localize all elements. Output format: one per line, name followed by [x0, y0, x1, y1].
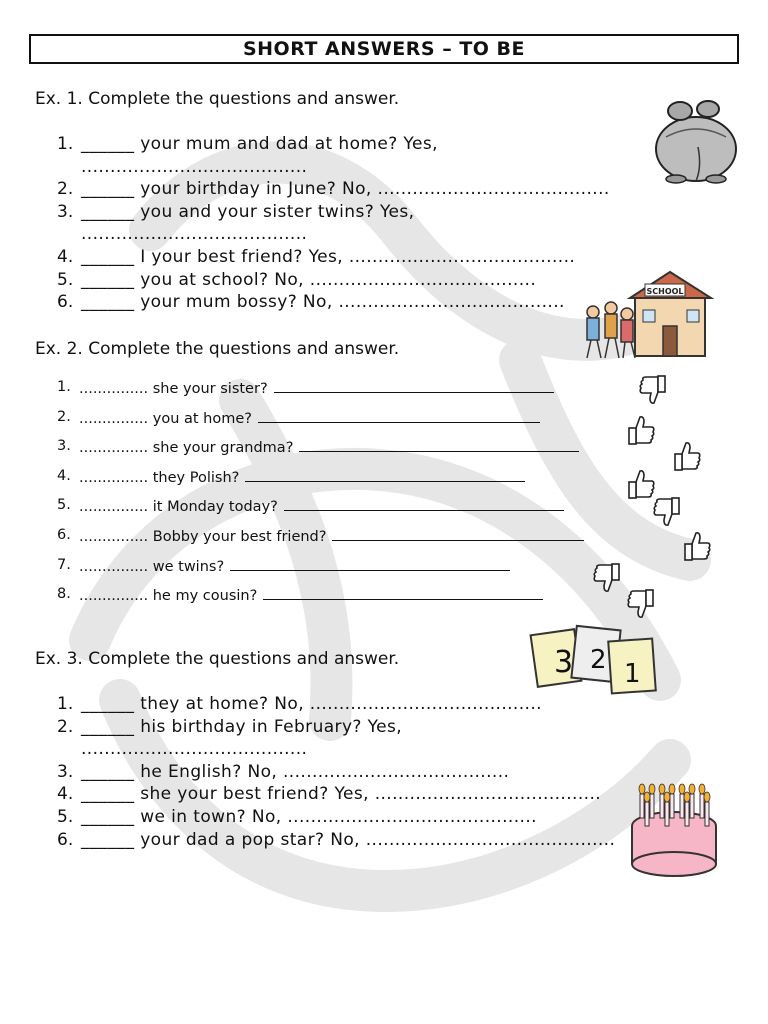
- candle-flame: [644, 792, 650, 802]
- question-text: ............... they Polish?: [79, 469, 240, 486]
- answer-line: [245, 468, 525, 482]
- question-text: ............... Bobby your best friend?: [79, 528, 327, 545]
- answer-continuation: .......................................: [81, 224, 308, 245]
- item-number: 8.: [57, 586, 71, 603]
- question-text: ............... it Monday today?: [79, 499, 278, 516]
- thumbs-down-icon: [626, 586, 656, 620]
- answer-continuation: .......................................: [81, 739, 308, 760]
- item-number: 6.: [57, 829, 74, 850]
- candle: [650, 794, 654, 818]
- thumbs-down-icon: [638, 372, 668, 406]
- list-item: [57, 497, 584, 527]
- candle: [685, 802, 689, 826]
- list-item: [57, 133, 610, 156]
- question-text: ............... she your sister?: [79, 381, 268, 397]
- question-text: ............... he my cousin?: [79, 588, 258, 605]
- thumbs-up-icon: [672, 440, 702, 474]
- candle-flame: [704, 792, 710, 802]
- candle: [645, 802, 649, 826]
- candle-flame: [689, 784, 695, 794]
- list-item: [57, 716, 615, 739]
- question-text: ______ I your best friend? Yes, .......................................: [81, 246, 576, 267]
- thumbs-up-icon: [626, 414, 656, 448]
- list-item: [57, 586, 584, 616]
- question-text: ______ he English? No, .......................................: [81, 761, 510, 782]
- item-number: 2.: [57, 179, 74, 200]
- exercise-2-heading: Ex. 2. Complete the questions and answer.: [35, 339, 400, 359]
- candle: [660, 794, 664, 818]
- list-item: [57, 527, 584, 557]
- answer-line: [332, 527, 584, 541]
- question-text: ______ you at school? No, .......................................: [81, 269, 537, 290]
- list-item: [57, 468, 584, 498]
- item-number: 3.: [57, 201, 74, 222]
- answer-line: [274, 379, 554, 393]
- item-number: 5.: [57, 269, 74, 290]
- school-sign: SCHOOL: [646, 287, 684, 296]
- list-item: [57, 246, 610, 269]
- exercise-3-list: [57, 693, 615, 851]
- item-number: 3.: [57, 761, 74, 782]
- birthday-cake-illustration: [626, 772, 722, 878]
- question-text: ............... we twins?: [79, 558, 225, 575]
- item-number: 4.: [57, 467, 71, 484]
- item-number: 2.: [57, 408, 71, 425]
- school-illustration: [575, 266, 720, 366]
- candle-flame: [684, 792, 690, 802]
- worksheet-title: SHORT ANSWERS – TO BE: [29, 34, 739, 64]
- list-item: [57, 693, 615, 716]
- item-number: 6.: [57, 292, 74, 313]
- question-text: ______ you and your sister twins? Yes,: [81, 201, 415, 222]
- item-number: 3.: [57, 438, 71, 455]
- answer-continuation: .......................................: [81, 156, 308, 177]
- candle-flame: [669, 784, 675, 794]
- question-text: ______ your mum bossy? No, .......................................: [81, 292, 565, 313]
- question-text: ______ your dad a pop star? No, ...........................................: [81, 829, 616, 850]
- item-number: 7.: [57, 556, 71, 573]
- item-number: 2.: [57, 716, 74, 737]
- list-item: [57, 806, 615, 829]
- list-item: [57, 201, 610, 224]
- answer-line: [263, 586, 543, 600]
- question-text: ______ your mum and dad at home? Yes,: [81, 134, 438, 154]
- answer-line: [258, 409, 540, 423]
- list-item: [57, 379, 584, 409]
- calendar-countdown-illustration: [528, 624, 660, 696]
- exercise-1-list: [57, 133, 610, 314]
- item-number: 5.: [57, 806, 74, 827]
- exercise-2-list: [57, 379, 584, 616]
- answer-line: [230, 557, 510, 571]
- question-text: ______ we in town? No, ...........................................: [81, 806, 537, 827]
- question-text: ............... she your grandma?: [79, 440, 294, 457]
- candle-flame: [664, 792, 670, 802]
- hippo-illustration: [646, 97, 742, 185]
- candle-flame: [659, 784, 665, 794]
- question-text: ______ she your best friend? Yes, .......................................: [81, 784, 602, 805]
- exercise-3-heading: Ex. 3. Complete the questions and answer.: [35, 649, 400, 669]
- list-item: [57, 783, 615, 806]
- item-number: 4.: [57, 246, 74, 267]
- item-number: 6.: [57, 526, 71, 543]
- candle-flame: [699, 784, 705, 794]
- list-item: [57, 829, 615, 852]
- exercise-1-heading: Ex. 1. Complete the questions and answer.: [35, 89, 400, 109]
- question-text: ______ his birthday in February? Yes,: [81, 716, 403, 737]
- list-item: [57, 291, 610, 314]
- candle: [670, 794, 674, 818]
- answer-line: [299, 438, 579, 452]
- calendar-digit: 3: [554, 645, 574, 680]
- candle-flame: [639, 784, 645, 794]
- question-text: ______ your birthday in June? No, ........................................: [81, 179, 610, 200]
- item-number: 1.: [57, 134, 74, 154]
- list-item: [57, 269, 610, 292]
- item-number: 1.: [57, 379, 71, 395]
- candle: [680, 794, 684, 818]
- list-item: [57, 438, 584, 468]
- list-item: [57, 178, 610, 201]
- list-item: [57, 761, 615, 784]
- list-item: [57, 409, 584, 439]
- question-text: ............... you at home?: [79, 410, 252, 427]
- candle: [665, 802, 669, 826]
- calendar-digit: 1: [624, 659, 641, 689]
- candle: [700, 794, 704, 818]
- calendar-digit: 2: [590, 645, 607, 675]
- answer-line: [284, 497, 564, 511]
- item-number: 1.: [57, 694, 74, 714]
- item-number: 4.: [57, 784, 74, 805]
- question-text: ______ they at home? No, ........................................: [81, 694, 542, 714]
- candle: [690, 794, 694, 818]
- candle: [640, 794, 644, 818]
- list-item: [57, 557, 584, 587]
- thumbs-up-icon: [682, 530, 712, 564]
- thumbs-down-icon: [592, 560, 622, 594]
- thumbs-down-icon: [652, 494, 682, 528]
- candle-flame: [649, 784, 655, 794]
- item-number: 5.: [57, 497, 71, 514]
- candle-flame: [679, 784, 685, 794]
- candle: [705, 802, 709, 826]
